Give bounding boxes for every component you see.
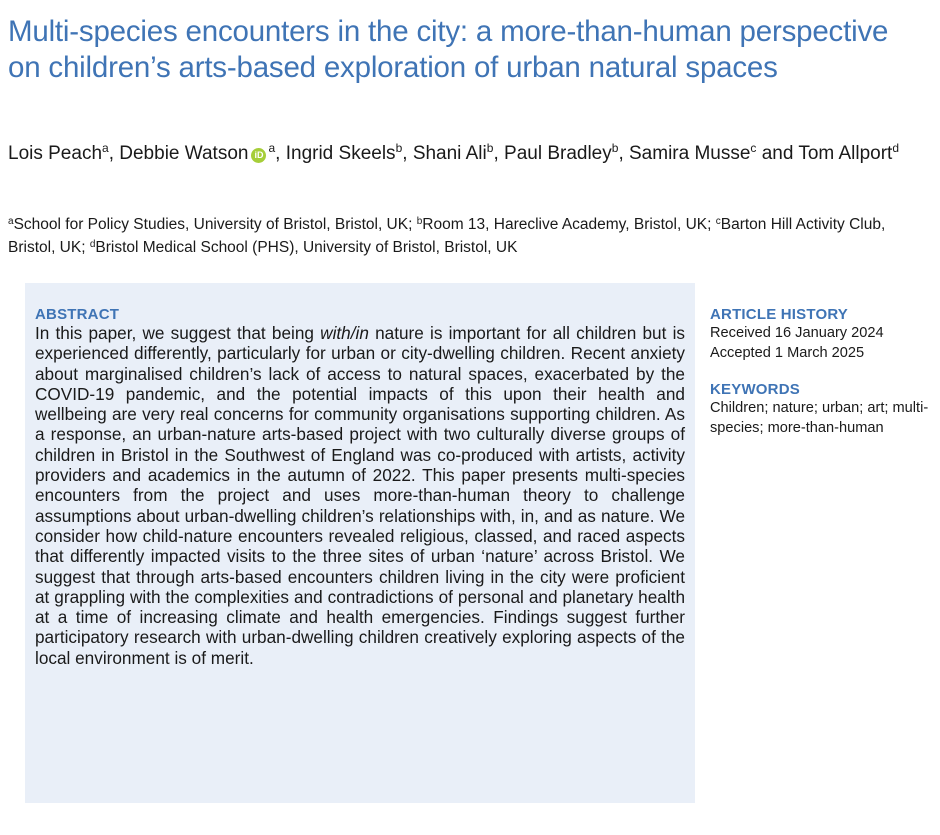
author-affiliation-mark: a bbox=[102, 141, 109, 155]
author-name: Debbie Watson bbox=[119, 143, 249, 164]
abstract-text bbox=[35, 323, 685, 668]
author-name: Paul Bradley bbox=[504, 143, 612, 164]
author-name: Tom Allport bbox=[798, 143, 893, 164]
affiliation-mark: c bbox=[715, 216, 721, 227]
author-name: Shani Ali bbox=[412, 143, 487, 164]
author-affiliation-mark: d bbox=[892, 141, 900, 155]
article-title: Multi-species encounters in the city: a more-than-human perspective on children’s arts-based exploration of urban natural spaces bbox=[8, 15, 889, 84]
author-separator: and bbox=[756, 143, 799, 164]
article-sidebar bbox=[710, 306, 930, 438]
author-affiliation-mark: b bbox=[611, 141, 619, 155]
author-affiliation-mark: b bbox=[395, 141, 403, 155]
author-list bbox=[8, 140, 933, 168]
keywords-list: Children; nature; urban; art; multi-species; more-than-human bbox=[710, 400, 929, 436]
author-name: Samira Musse bbox=[629, 143, 751, 164]
affiliations bbox=[8, 213, 933, 259]
accepted-date: Accepted 1 March 2025 bbox=[710, 345, 865, 361]
affiliation-text: School for Policy Studies, University of Bristol, Bristol, UK; bbox=[13, 216, 417, 233]
author-affiliation-mark: a bbox=[268, 141, 276, 155]
affiliation-mark: d bbox=[89, 239, 96, 250]
author-separator: , bbox=[275, 143, 286, 164]
author-separator: , bbox=[493, 143, 505, 164]
orcid-icon[interactable]: iD bbox=[251, 148, 266, 163]
affiliation-mark: a bbox=[8, 216, 14, 227]
author-separator: , bbox=[108, 143, 120, 164]
author-name: Ingrid Skeels bbox=[285, 143, 396, 164]
affiliation-mark: b bbox=[416, 216, 423, 227]
affiliation-text: Bristol Medical School (PHS), University of Bristol, Bristol, UK bbox=[95, 239, 518, 256]
affiliation-text: Barton Hill Activity Club, Bristol, UK; bbox=[8, 216, 886, 256]
affiliation-text: Room 13, Hareclive Academy, Bristol, UK; bbox=[422, 216, 716, 233]
author-separator: , bbox=[618, 143, 629, 164]
author-name: Lois Peach bbox=[8, 143, 103, 164]
author-affiliation-mark: c bbox=[750, 141, 757, 155]
abstract-text-start: In this paper, we suggest that being bbox=[35, 323, 321, 343]
author-separator: , bbox=[402, 143, 413, 164]
abstract-italic-term: with/in bbox=[320, 323, 369, 343]
abstract-heading: ABSTRACT bbox=[35, 306, 120, 323]
received-date: Received 16 January 2024 bbox=[710, 325, 884, 341]
author-affiliation-mark: b bbox=[486, 141, 494, 155]
abstract-box bbox=[25, 283, 695, 803]
abstract-content bbox=[35, 306, 685, 668]
article-history-heading: ARTICLE HISTORY bbox=[710, 306, 849, 323]
abstract-text-rest: nature is important for all children but is experienced differently, particularly for urban or city-dwelling children. Recent anxiety about marginalised children’s lack of access to natural spaces, exacerbated by the COVID-19 pandemic, and the potential impacts of this upon their health and wellbeing are very real concerns for community organisations supporting children. As a response, an urban-nature arts-based project with two culturally diverse groups of children in Bristol in the Southwest of England was co-produced with artists, activity providers and academics in the autumn of 2022. This paper presents multi-species encounters from the project and uses more-than-human theory to challenge assumptions about urban-dwelling children’s relationships with, in, and as nature. We consider how child-nature encounters revealed religious, classed, and raced aspects that differently impacted visits to the three sites of urban ‘nature’ across Bristol. We suggest that through arts-based encounters children living in the city were proficient at grappling with the complexities and contradictions of personal and planetary health at a time of increasing climate and health emergencies. Findings suggest further participatory research with urban-dwelling children creatively exploring aspects of the local environment is of merit. bbox=[35, 323, 686, 668]
keywords-heading: KEYWORDS bbox=[710, 381, 800, 398]
